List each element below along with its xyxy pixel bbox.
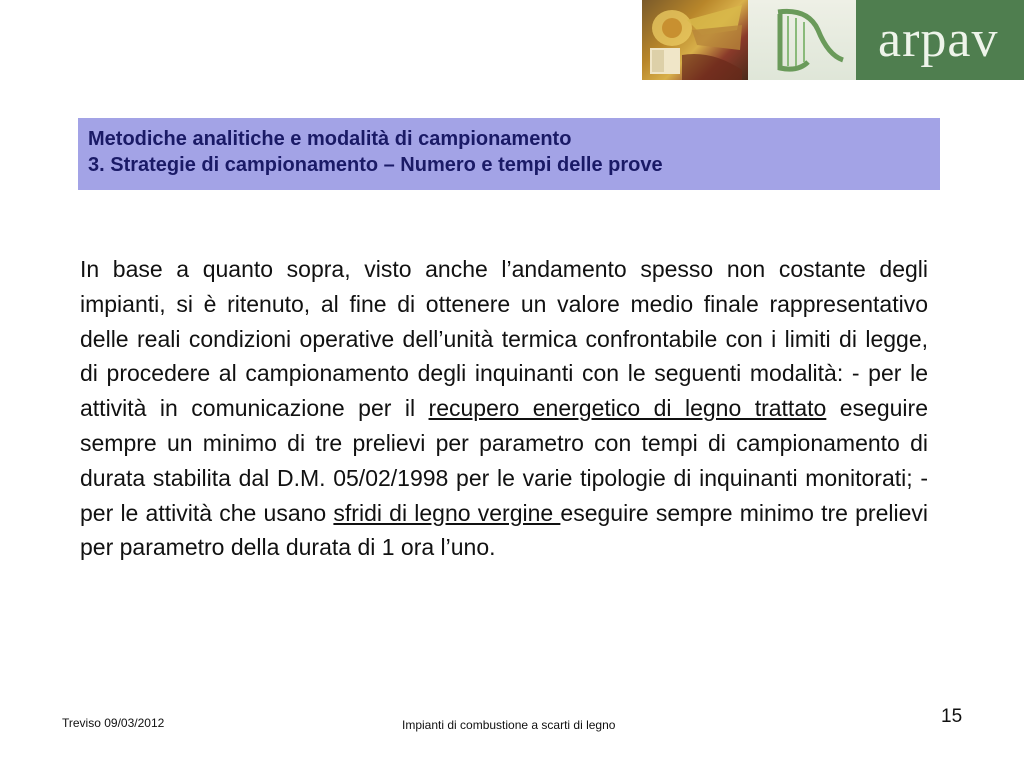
item2-rest: eseguire sempre minimo tre prelievi per parametro della durata di 1 ora l’uno. <box>80 499 928 561</box>
item1-prefix: - per le attività in comunicazione per il <box>80 360 928 422</box>
intro-text: In base a quanto sopra, visto anche l’andamento spesso non costante degli impianti, si è ritenuto, al fine di ottenere un valore medio finale rappresentativo delle reali condizioni operative dell’unità termica confrontabile con i limiti di legge, di procedere al campionamento degli inquinanti con le seguenti modalità: <box>80 256 928 387</box>
logo-wordmark: arpav <box>856 0 1024 80</box>
lion-of-st-mark-icon <box>642 0 748 80</box>
arpav-logo <box>642 0 1024 80</box>
footer-title: Impianti di combustione a scarti di legno <box>402 718 616 732</box>
body-paragraph <box>80 252 928 565</box>
item2-underlined-text: sfridi di legno vergine <box>333 499 561 526</box>
slide-title: Metodiche analitiche e modalità di campionamento <box>88 128 572 150</box>
item2-prefix: - per le attività che usano <box>80 464 929 526</box>
slide-body <box>80 252 928 565</box>
item1-underlined-text: recupero energetico di legno trattato <box>428 395 827 422</box>
page-number: 15 <box>941 706 963 727</box>
item1-rest: eseguire sempre un minimo di tre prelievi per parametro con tempi di campionamento di durata stabilita dal D.M. 05/02/1998 per le varie tipologie di inquinanti monitorati; <box>80 395 928 491</box>
slide-title-box <box>78 118 940 190</box>
footer-date: Treviso 09/03/2012 <box>62 716 165 730</box>
slide-subtitle: 3. Strategie di campionamento – Numero e tempi delle prove <box>88 154 663 176</box>
harp-icon <box>748 0 856 80</box>
